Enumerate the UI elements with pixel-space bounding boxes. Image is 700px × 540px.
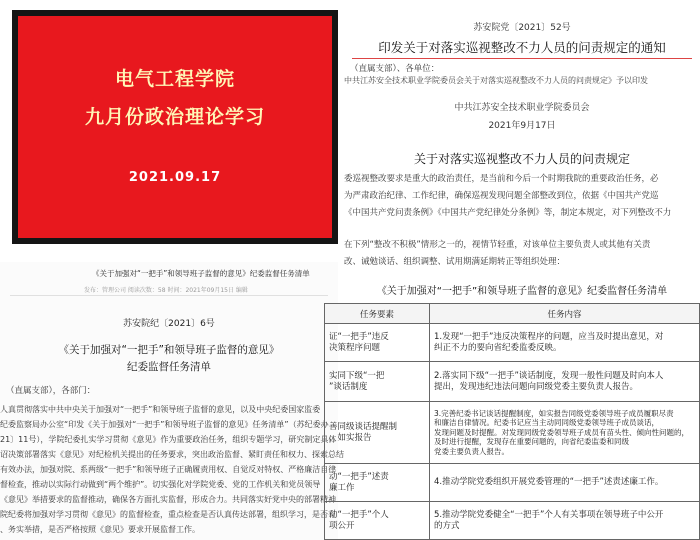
cell-line: 1.发现“一把手”违反决策程序的问题，应当及时提出意见，对 (434, 331, 664, 342)
task-content-cell (430, 464, 700, 502)
body-line: 人真贯彻落实中共中央关于加强对“一把手”和领导班子监督的意见，以及中央纪委国家监委 (0, 405, 321, 414)
cell-line: 提出，发现违纪违法问题向同级党委主要负责人报告。 (434, 381, 639, 392)
article-meta: 发布：管理公司 阅读次数：58 时间：2021年09月15日 编辑 (84, 287, 248, 294)
cell-line: 4.推动学院党委组织开展党委管理的“一把手”述责述廉工作。 (434, 477, 664, 487)
task-element-cell (325, 402, 430, 464)
document-title-line-1: 《关于加强对“一把手”和领导班子监督的意见》 (58, 344, 280, 356)
body-line: 纪委监察局办公室“印发《关于加强对“一把手”和领导班子监督的意见》任务清单”（苏纪委办 (0, 420, 329, 429)
regulation-paragraph-line (344, 238, 650, 250)
cell-line: 动“一把手”个人 (329, 509, 389, 520)
task-table (324, 303, 700, 540)
regulation-title: 关于对落实巡视整改不力人员的问责规定 (413, 152, 630, 166)
task-content-cell (430, 324, 700, 362)
table-row (325, 502, 700, 540)
table-header-cell: 任务要素 (325, 304, 430, 324)
issuing-organization: 中共江苏安全技术职业学院委员会 (454, 103, 590, 113)
divider (10, 295, 328, 296)
paragraph-prefix: 在下列“整改不积极”情 (344, 240, 430, 250)
body-line: 院纪委将加强对学习贯彻《意见》的监督检查，重点检查是否认真传达部署，组织学习，是否有 (0, 510, 336, 519)
table-row (325, 362, 700, 402)
task-table-title: 《关于加强对“一把手”和领导班子监督的意见》纪委监督任务清单 (376, 286, 668, 297)
cell-line: 2.落实同下级“一把手”谈话制度，发现一般性问题及时向本人 (434, 370, 664, 381)
cell-line: ”谈话制度 (329, 381, 368, 392)
regulation-paragraph-line (344, 255, 565, 267)
paragraph-prefix: 改、诫勉 (344, 257, 379, 267)
table-row (325, 324, 700, 362)
body-line: 督检查，推动以实际行动做到“两个维护”。切实强化对学院党委、党的工作机关和党员领导 (0, 480, 321, 489)
cell-line: 及时进行提醒，发现存在重要问题的，向省纪委监委和同级 (434, 437, 629, 447)
task-element-cell (325, 362, 430, 402)
regulation-paragraph-line: 《中国共产党问责条例》《中国共产党纪律处分条例》等，制定本规定，对下列整改不力 (344, 208, 672, 218)
notice-title: 印发关于对落实巡视整改不力人员的问责规定的通知 (378, 40, 666, 55)
cell-line: 动“一把手”述责 (329, 471, 389, 482)
task-content-cell (430, 502, 700, 540)
task-content-cell (430, 362, 700, 402)
regulation-paragraph-line: 委巡视整改要求是重大的政治责任，是当前和今后一个时期我院的重要政治任务，必 (344, 174, 659, 184)
task-content-cell (430, 402, 700, 464)
task-element-cell (325, 502, 430, 540)
cell-line: 纠正不力的要向省纪委监委反映。 (434, 342, 562, 353)
cell-line: 5.推动学院党委健全“一把手”个人有关事项在领导班子中公开 (434, 509, 664, 520)
cell-line: ，如实报告 (329, 432, 372, 443)
table-header-cell: 任务内容 (430, 304, 700, 324)
article-header-title: 《关于加强对“一把手”和领导班子监督的意见》纪委监督任务清单 (92, 269, 310, 278)
document-title-line-2: 纪委监督任务清单 (127, 361, 211, 373)
slide-college-name: 电气工程学院 (114, 68, 235, 90)
document-number: 苏安院纪〔2021〕6号 (123, 319, 215, 329)
body-line: 21〕11号），学院纪委扎实学习贯彻《意见》作为重要政治任务，组织专题学习，研究制定具体 (0, 435, 337, 444)
cell-line: 发现问题及时提醒。对发现同级党委领导班子成员有苗头性、倾向性问题的， (434, 427, 689, 437)
notice-document-number: 苏安院党〔2021〕52号 (473, 23, 571, 33)
cell-line: 党委主要负责人报告。 (434, 446, 509, 456)
notice-addressee: （直属支部）、各单位： (350, 64, 440, 74)
body-line: 诏决策部署落实《意见》对纪检机关提出的任务要求，突出政治监督、紧盯责任和权力、探索总结 (0, 450, 344, 459)
slide-topic: 九月份政治理论学习 (84, 106, 265, 128)
cell-line: 廉工作 (329, 482, 355, 493)
accountability-notice-document (329, 0, 700, 540)
slide-date: 2021.09.17 (128, 170, 222, 185)
cell-line: 决策程序问题 (329, 342, 381, 353)
task-element-cell (325, 324, 430, 362)
notice-body-line: 中共江苏安全技术职业学院委员会关于对落实巡视整改不力人员的问责规定》予以印发 (344, 76, 648, 85)
body-line: 《意见》举措要求的监督推动，确保各方面扎实监督，形成合力。共同落实好党中央的部署精神 (0, 495, 336, 504)
cell-line: 实同下级“一把 (329, 370, 385, 381)
cell-line: 善同级谈话提醒制 (329, 421, 398, 432)
issue-date: 2021年9月17日 (488, 121, 556, 131)
addressee: （直属支部），各部门： (6, 386, 96, 396)
cell-line: 项公开 (329, 520, 355, 531)
body-line: 、务实举措，是否严格按照《意见》要求开展监督工作。 (0, 525, 200, 534)
cell-line: 3.完善纪委书记谈话提醒制度，如实报告同级党委领导班子成员履职尽责 (434, 408, 674, 418)
table-row (325, 402, 700, 464)
cell-line: 证“一把手”违反 (329, 331, 389, 342)
task-element-cell (325, 464, 430, 502)
paragraph-text: 谈话、组织调整、试用期满延期转正等组织处理： (378, 257, 566, 267)
red-divider (352, 58, 692, 59)
regulation-paragraph-line: 为严肃政治纪律、工作纪律，确保巡视发现问题全部整改到位，依据《中国共产党巡 (344, 191, 659, 201)
table-header-row (325, 304, 700, 324)
table-row (325, 464, 700, 502)
lecture-slide (18, 16, 332, 238)
body-line: 有效办法，加强对院、系两级“一把手”和领导班子正确履责用权、自觉反对特权、严格廉洁自律 (0, 465, 337, 474)
cell-line: 的方式 (434, 520, 460, 531)
paragraph-text: 形之一的，视情节轻重，对该单位主要负责人或其他有关责 (429, 240, 651, 250)
cell-line: 和廉洁自律情况。纪委书记应当主动同同级党委领导班子成员谈话， (434, 418, 659, 428)
